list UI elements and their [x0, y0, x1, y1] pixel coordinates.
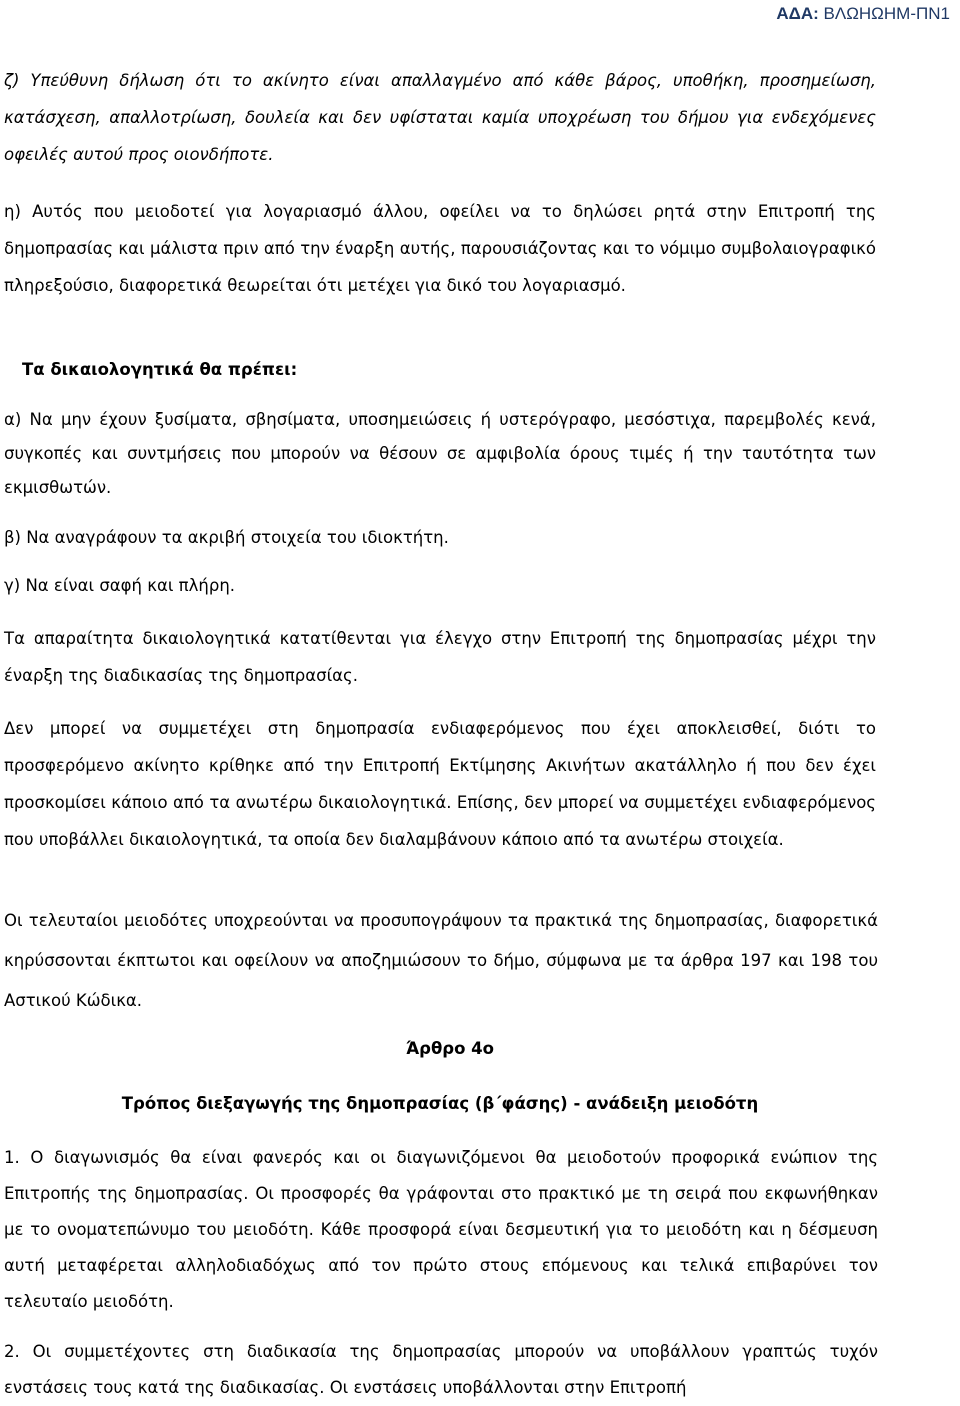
article-paragraph-2: 2. Οι συμμετέχοντες στη διαδικασία της δημοπρασίας μπορούν να υποβάλλουν γραπτώς τυχόν ενστάσεις τους κατά της διαδικασίας. Οι ενστάσεις υποβάλλονται στην Επιτροπή	[4, 1342, 878, 1397]
ada-value: ΒΛΩΗΩΗΜ-ΠΝ1	[823, 4, 950, 23]
docs-item-b: β) Να αναγράφουν τα ακριβή στοιχεία του ιδιοκτήτη.	[4, 528, 449, 547]
paragraph-exclusion: Δεν μπορεί να συμμετέχει στη δημοπρασία ενδιαφερόμενος που έχει αποκλεισθεί, διότι το προσφερόμενο ακίνητο κρίθηκε από την Επιτροπή Εκτίμησης Ακινήτων ακατάλληλο ή που δεν έχει προσκομίσει κάποιο από τα ανωτέρω δικαιολογητικά. Επίσης, δεν μπορεί να συμμετέχει ενδιαφερόμενος που υποβάλλει δικαιολογητικά, τα οποία δεν διαλαμβάνουν κάποιο από τα ανωτέρω στοιχεία.	[4, 719, 876, 849]
paragraph-submit: Τα απαραίτητα δικαιολογητικά κατατίθενται για έλεγχο στην Επιτροπή της δημοπρασίας μέχρι την έναρξη της διαδικασίας της δημοπρασίας.	[4, 629, 876, 685]
paragraph-i: η) Αυτός που μειοδοτεί για λογαριασμό άλλου, οφείλει να το δηλώσει ρητά στην Επιτροπή της δημοπρασίας και μάλιστα πριν από την έναρξη αυτής, παρουσιάζοντας και το νόμιμο συμβολαιογραφικό πληρεξούσιο, διαφορετικά θεωρείται ότι μετέχει για δικό του λογαριασμό.	[4, 202, 876, 295]
document-id-header	[776, 4, 950, 24]
article-paragraph-1: 1. Ο διαγωνισμός θα είναι φανερός και οι διαγωνιζόμενοι θα μειοδοτούν προφορικά ενώπιον της Επιτροπής της δημοπρασίας. Οι προσφορές θα γράφονται στο πρακτικό με τη σειρά που εκφωνήθηκαν με το ονοματεπώνυμο του μειοδότη. Κάθε προσφορά είναι δεσμευτική για το μειοδότη και η δέσμευση αυτή μεταφέρεται αλληλοδιαδόχως από τον πρώτο στους επόμενους και τελικά επιβαρύνει τον τελευταίο μειοδότη.	[4, 1148, 878, 1311]
docs-item-a: α) Να μην έχουν ξυσίματα, σβησίματα, υποσημειώσεις ή υστερόγραφο, μεσόστιχα, παρεμβολές κενά, συγκοπές και συντμήσεις που μπορούν να θέσουν σε αμφιβολία όρους τιμές ή την ταυτότητα των εκμισθωτών.	[4, 410, 876, 497]
article-subtitle: Τρόπος διεξαγωγής της δημοπρασίας (β΄φάσης) - ανάδειξη μειοδότη	[121, 1094, 759, 1113]
paragraph-z: ζ) Υπεύθυνη δήλωση ότι το ακίνητο είναι απαλλαγμένο από κάθε βάρος, υποθήκη, προσημείωση, κατάσχεση, απαλλοτρίωση, δουλεία και δεν υφίσταται καμία υποχρέωση του δήμου για ενδεχόμενες οφειλές αυτού προς οιονδήποτε.	[4, 71, 876, 164]
paragraph-last-bidders: Οι τελευταίοι μειοδότες υποχρεούνται να προσυπογράψουν τα πρακτικά της δημοπρασίας, διαφορετικά κηρύσσονται έκπτωτοι και οφείλουν να αποζημιώσουν το δήμο, σύμφωνα με τα άρθρα 197 και 198 του Αστικού Κώδικα.	[4, 911, 878, 1010]
docs-item-c: γ) Να είναι σαφή και πλήρη.	[4, 576, 236, 595]
docs-heading: Τα δικαιολογητικά θα πρέπει:	[22, 360, 298, 379]
article-title: Άρθρο 4ο	[405, 1039, 494, 1058]
ada-label: ΑΔΑ:	[776, 4, 819, 23]
